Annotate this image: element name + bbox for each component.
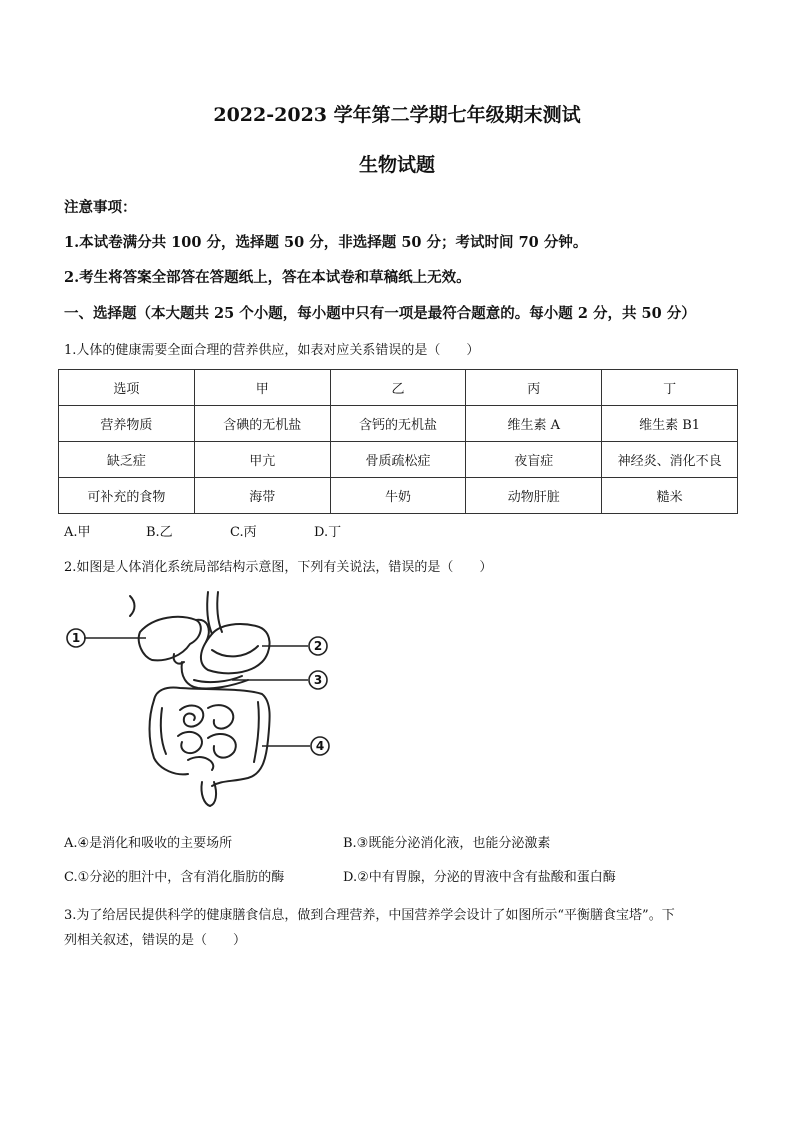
q2-option-b[interactable]: B.③既能分泌消化液，也能分泌激素 bbox=[343, 836, 551, 851]
table-cell: 维生素 B1 bbox=[602, 406, 738, 442]
table-cell: 含碘的无机盐 bbox=[194, 406, 330, 442]
q2-option-d[interactable]: D.②中有胃腺，分泌的胃液中含有盐酸和蛋白酶 bbox=[343, 870, 616, 885]
nutrition-table bbox=[58, 369, 738, 514]
table-cell: 含钙的无机盐 bbox=[330, 406, 466, 442]
notes-heading: 注意事项： bbox=[64, 199, 137, 216]
q1-option-a[interactable]: A.甲 bbox=[64, 525, 91, 540]
table-cell: 牛奶 bbox=[330, 478, 466, 514]
question-1-stem: 1.人体的健康需要全面合理的营养供应，如表对应关系错误的是（ ） bbox=[64, 343, 480, 358]
table-cell: 甲 bbox=[194, 370, 330, 406]
table-cell: 甲亢 bbox=[194, 442, 330, 478]
exam-subtitle: 生物试题 bbox=[358, 154, 435, 176]
note-item-1: 1.本试卷满分共 100 分，选择题 50 分，非选择题 50 分；考试时间 70 分钟。 bbox=[64, 234, 588, 251]
table-cell: 维生素 A bbox=[466, 406, 602, 442]
question-2-stem: 2.如图是人体消化系统局部结构示意图，下列有关说法，错误的是（ ） bbox=[64, 560, 493, 575]
table-cell: 海带 bbox=[194, 478, 330, 514]
table-cell: 乙 bbox=[330, 370, 466, 406]
digestive-system-drawing bbox=[62, 590, 342, 810]
table-cell: 丁 bbox=[602, 370, 738, 406]
q1-option-d[interactable]: D.丁 bbox=[314, 525, 342, 540]
table-cell: 神经炎、消化不良 bbox=[602, 442, 738, 478]
table-cell: 夜盲症 bbox=[466, 442, 602, 478]
question-3-stem-line2: 列相关叙述，错误的是（ ） bbox=[64, 933, 247, 948]
table-cell: 缺乏症 bbox=[59, 442, 195, 478]
section-heading: 一、选择题（本大题共 25 个小题，每小题中只有一项是最符合题意的。每小题 2 分，共 50 分） bbox=[64, 305, 696, 322]
table-cell: 选项 bbox=[59, 370, 195, 406]
label-4: 4 bbox=[315, 739, 325, 753]
table-row bbox=[59, 370, 738, 406]
table-row bbox=[59, 406, 738, 442]
table-cell: 动物肝脏 bbox=[466, 478, 602, 514]
exam-title: 2022-2023 学年第二学期七年级期末测试 bbox=[213, 104, 581, 126]
label-1: 1 bbox=[71, 631, 81, 645]
digestive-system-diagram bbox=[62, 590, 342, 810]
label-3: 3 bbox=[313, 673, 323, 687]
table-cell: 糙米 bbox=[602, 478, 738, 514]
q2-option-a[interactable]: A.④是消化和吸收的主要场所 bbox=[64, 836, 233, 851]
q1-option-c[interactable]: C.丙 bbox=[230, 525, 257, 540]
q1-option-b[interactable]: B.乙 bbox=[146, 525, 173, 540]
table-row bbox=[59, 478, 738, 514]
note-item-2: 2.考生将答案全部答在答题纸上，答在本试卷和草稿纸上无效。 bbox=[64, 269, 471, 286]
table-row bbox=[59, 442, 738, 478]
table-cell: 丙 bbox=[466, 370, 602, 406]
question-3-stem-line1: 3.为了给居民提供科学的健康膳食信息，做到合理营养，中国营养学会设计了如图所示“平衡膳食宝塔”。下 bbox=[64, 908, 675, 923]
table-cell: 营养物质 bbox=[59, 406, 195, 442]
table-cell: 骨质疏松症 bbox=[330, 442, 466, 478]
label-2: 2 bbox=[313, 639, 323, 653]
q2-option-c[interactable]: C.①分泌的胆汁中，含有消化脂肪的酶 bbox=[64, 870, 285, 885]
table-cell: 可补充的食物 bbox=[59, 478, 195, 514]
